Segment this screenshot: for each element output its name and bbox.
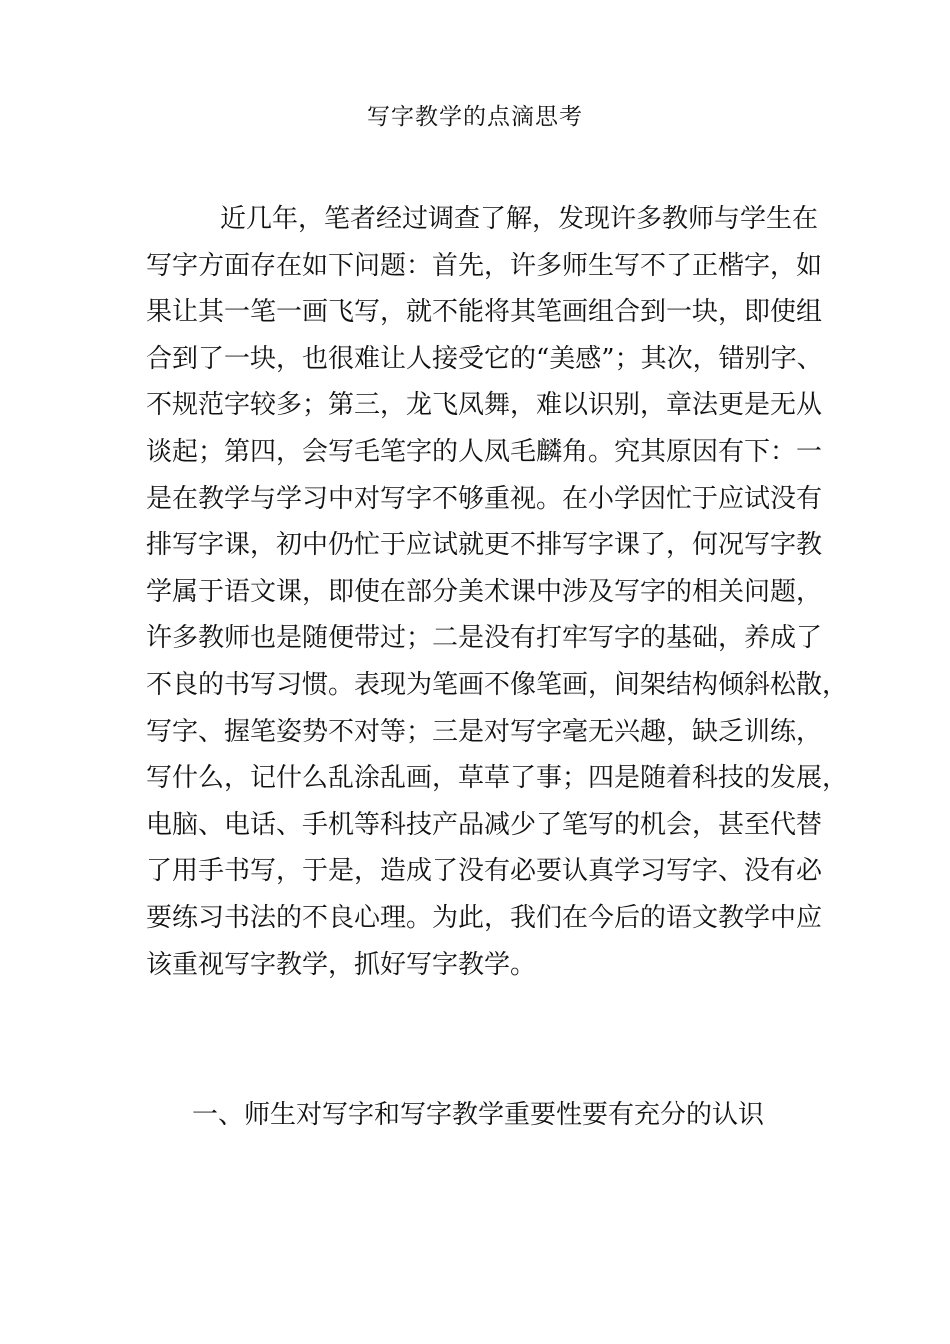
intro-paragraph [146,196,849,988]
paragraph-line: 近几年，笔者经过调查了解，发现许多教师与学生在 [220,204,819,234]
paragraph-line: 果让其一笔一画飞写，就不能将其笔画组合到一块，即使组 [146,297,823,328]
paragraph-line: 该重视写字教学，抓好写字教学。 [146,949,537,980]
paragraph-line: 学属于语文课，即使在部分美术课中涉及写字的相关问题， [146,576,823,607]
section-heading: 一、师生对写字和写字教学重要性要有充分的认识 [192,1100,765,1130]
paragraph-line: 排写字课，初中仍忙于应试就更不排写字课了，何况写字教 [146,530,823,561]
paragraph-line: 不良的书写习惯。表现为笔画不像笔画，间架结构倾斜松散， [146,669,849,700]
paragraph-line: 是在教学与学习中对写字不够重视。在小学因忙于应试没有 [146,483,823,514]
paragraph-line: 电脑、电话、手机等科技产品减少了笔写的机会，甚至代替 [146,809,823,840]
paragraph-line: 要练习书法的不良心理。为此，我们在今后的语文教学中应 [146,902,823,933]
paragraph-line: 写字、握笔姿势不对等；三是对写字毫无兴趣，缺乏训练， [146,716,823,747]
paragraph-line: 合到了一块，也很难让人接受它的“美感”；其次，错别字、 [146,343,823,374]
paragraph-line: 不规范字较多；第三，龙飞凤舞，难以识别，章法更是无从 [146,390,823,421]
paragraph-line: 了用手书写，于是，造成了没有必要认真学习写字、没有必 [146,856,823,887]
paragraph-line: 许多教师也是随便带过；二是没有打牢写字的基础，养成了 [146,623,823,654]
paragraph-line: 谈起；第四，会写毛笔字的人凤毛麟角。究其原因有下：一 [146,436,823,467]
paragraph-line: 写字方面存在如下问题：首先，许多师生写不了正楷字，如 [146,250,823,281]
document-title: 写字教学的点滴思考 [367,104,583,130]
paragraph-line: 写什么，记什么乱涂乱画，草草了事；四是随着科技的发展， [146,763,849,794]
